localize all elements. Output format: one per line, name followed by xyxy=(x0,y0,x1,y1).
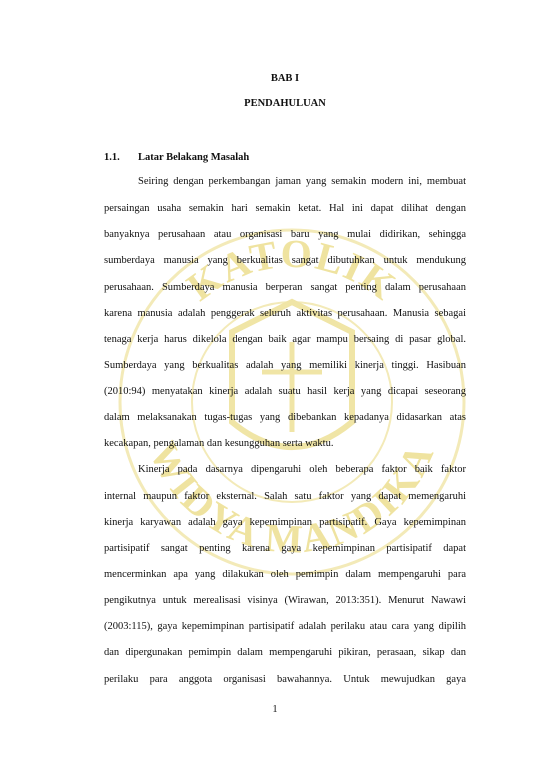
page-number: 1 xyxy=(272,704,278,715)
paragraph-line: mencerminkan apa yang dilakukan oleh pemimpin dalam mempengaruhi para xyxy=(104,569,466,580)
paragraph-line: karena manusia adalah penggerak seluruh aktivitas perusahaan. Manusia sebagai xyxy=(104,308,466,319)
paragraph-line: Kinerja pada dasarnya dipengaruhi oleh beberapa faktor baik faktor xyxy=(138,464,466,475)
paragraph-line: kecakapan, pengalaman dan kesungguhan serta waktu. xyxy=(104,438,334,449)
paragraph-line: perusahaan. Sumberdaya manusia berperan sangat penting dalam perusahaan xyxy=(104,282,466,293)
paragraph-line: dan dipergunakan pemimpin dalam mempengaruhi pikiran, perasaan, sikap dan xyxy=(104,647,466,658)
chapter-number: BAB I xyxy=(270,73,300,84)
paragraph-line: partisipatif sangat penting karena gaya kepemimpinan partisipatif dapat xyxy=(104,543,466,554)
paragraph-line: pengikutnya untuk merealisasi visinya (Wirawan, 2013:351). Menurut Nawawi xyxy=(104,595,466,606)
paragraph-line: kinerja karyawan adalah gaya kepemimpinan partisipatif. Gaya kepemimpinan xyxy=(104,517,466,528)
chapter-title: PENDAHULUAN xyxy=(244,98,326,109)
paragraph-line: tenaga kerja harus dikelola dengan baik agar mampu bersaing di pasar global. xyxy=(104,334,466,345)
paragraph-line: internal maupun faktor eksternal. Salah satu faktor yang dapat memengaruhi xyxy=(104,491,466,502)
paragraph-line: banyaknya perusahaan atau organisasi baru yang mulai didirikan, sehingga xyxy=(104,229,466,240)
section-number: 1.1. xyxy=(104,152,120,163)
paragraph-line: (2010:94) menyatakan kinerja adalah suatu hasil kerja yang dicapai seseorang xyxy=(104,386,466,397)
paragraph-line: (2003:115), gaya kepemimpinan partisipatif adalah perilaku atau cara yang dipilih xyxy=(104,621,466,632)
paragraph-line: perilaku para anggota organisasi bawahannya. Untuk mewujudkan gaya xyxy=(104,674,466,685)
paragraph-line: sumberdaya manusia yang berkualitas sangat dibutuhkan untuk mendukung xyxy=(104,255,466,266)
paragraph-line: Seiring dengan perkembangan jaman yang semakin modern ini, membuat xyxy=(138,176,466,187)
watermark-top-text: KATOLIK xyxy=(178,230,406,310)
watermark-bottom-text: WIDYA MANDIKA xyxy=(140,434,443,562)
section-heading xyxy=(104,152,249,163)
section-title: Latar Belakang Masalah xyxy=(138,152,250,163)
paragraph-line: persaingan usaha semakin hari semakin ketat. Hal ini dapat dilihat dengan xyxy=(104,203,466,214)
paragraph-line: Sumberdaya yang berkualitas adalah yang memiliki kinerja tinggi. Hasibuan xyxy=(104,360,466,371)
paragraph-line: dalam melaksanakan tugas-tugas yang dibebankan kepadanya didasarkan atas xyxy=(104,412,466,423)
